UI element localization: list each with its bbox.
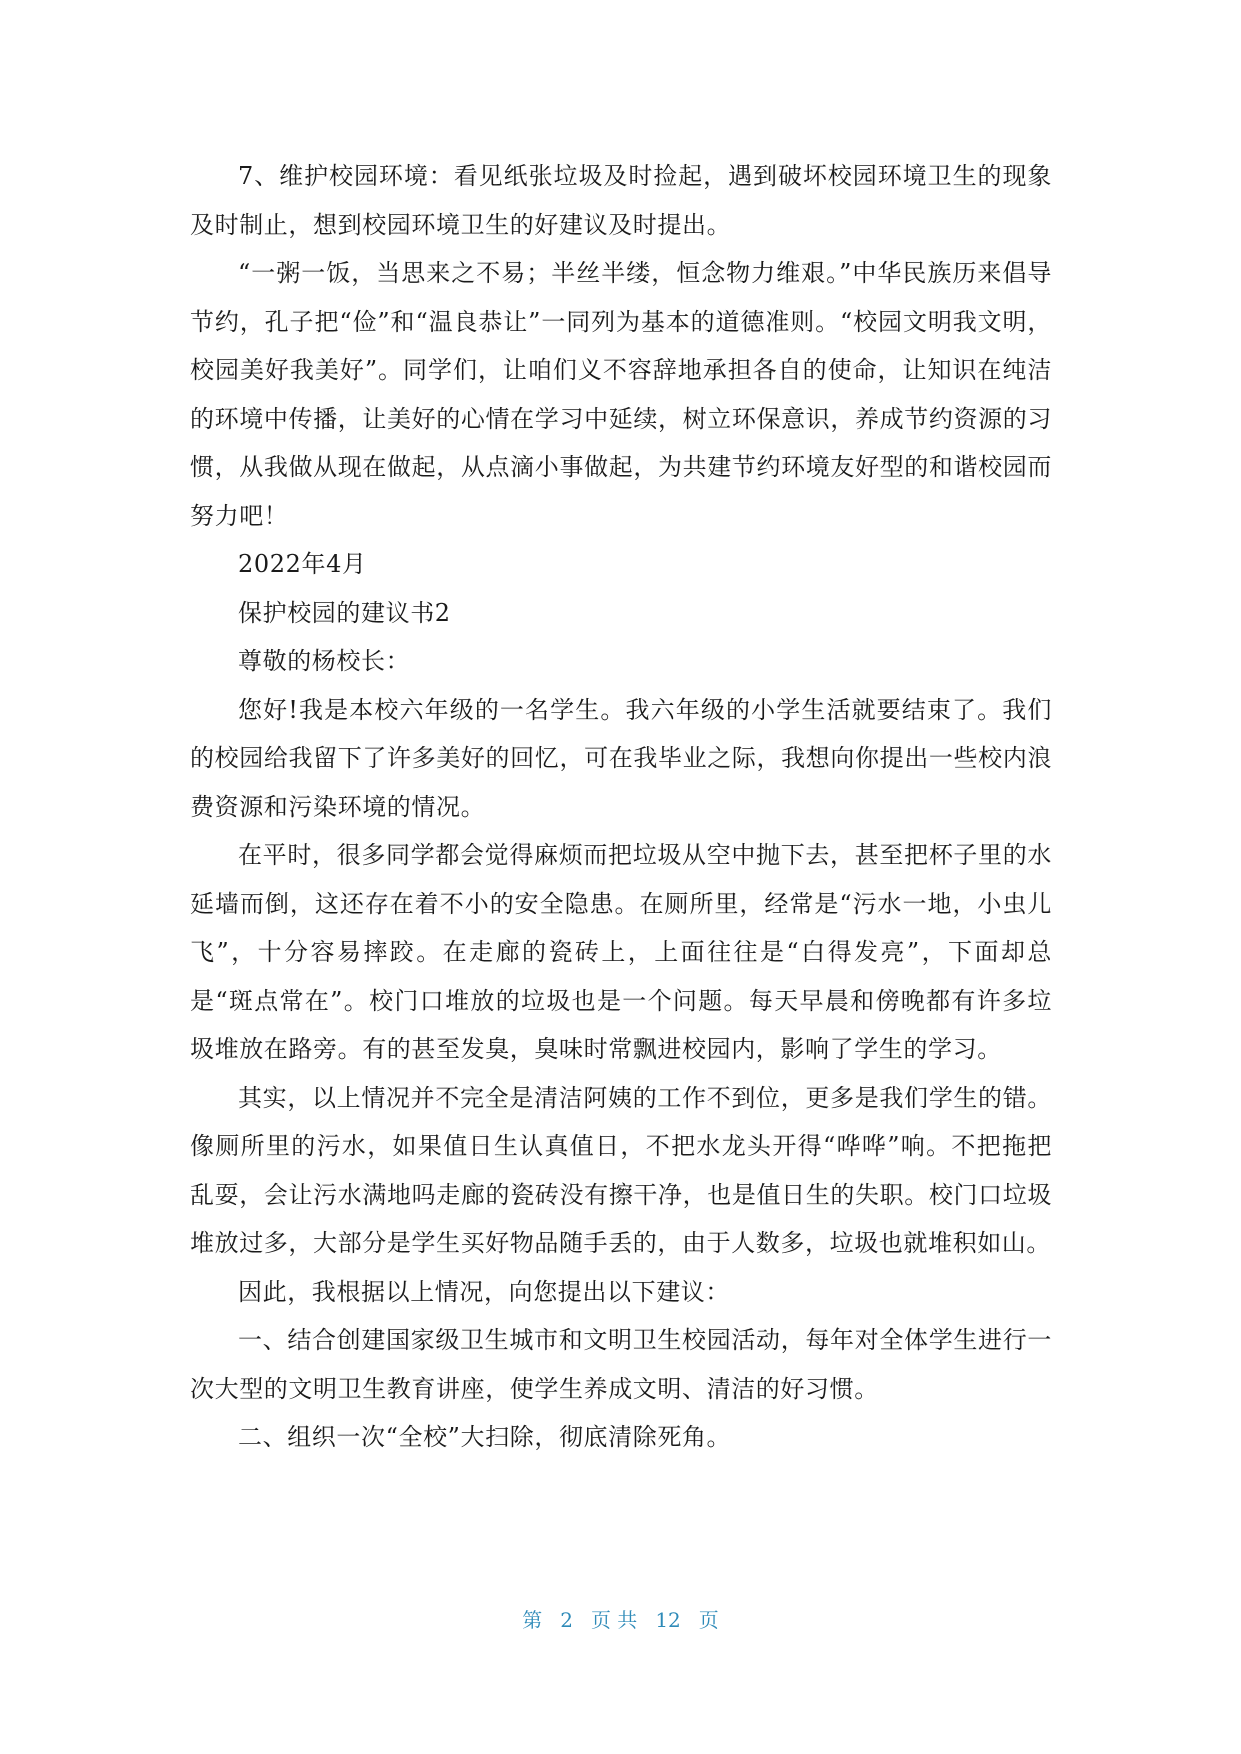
paragraph-item-7: 7、维护校园环境：看见纸张垃圾及时捡起，遇到破坏校园环境卫生的现象及时制止，想到校园环境卫生的好建议及时提出。 <box>190 162 1052 239</box>
paragraph-conclusion: “一粥一饭，当思来之不易；半丝半缕，恒念物力维艰。”中华民族历来倡导节约，孔子把“俭”和“温良恭让”一同列为基本的道德准则。“校园文明我文明，校园美好我美好”。同学们，让咱们义不容辞地承担各自的使命，让知识在纯洁的环境中传播，让美好的心情在学习中延续，树立环保意识，养成节约资源的习惯，从我做从现在做起，从点滴小事做起，为共建节约环境友好型的和谐校园而努力吧！ <box>190 259 1052 530</box>
salutation: 尊敬的杨校长： <box>238 647 411 675</box>
footer-suffix: 页 <box>698 1608 719 1632</box>
paragraph-causes: 其实，以上情况并不完全是清洁阿姨的工作不到位，更多是我们学生的错。像厕所里的污水，如果值日生认真值日，不把水龙头开得“哗哗”响。不把拖把乱耍，会让污水满地吗走廊的瓷砖没有擦干净，也是值日生的失职。校门口垃圾堆放过多，大部分是学生买好物品随手丢的，由于人数多，垃圾也就堆积如山。 <box>190 1083 1052 1257</box>
paragraph-problems: 在平时，很多同学都会觉得麻烦而把垃圾从空中抛下去，甚至把杯子里的水延墙而倒，这还存在着不小的安全隐患。在厕所里，经常是“污水一地，小虫儿飞”，十分容易摔跤。在走廊的瓷砖上，上面往往是“白得发亮”，下面却总是“斑点常在”。校门口堆放的垃圾也是一个问题。每天早晨和傍晚都有许多垃圾堆放在路旁。有的甚至发臭，臭味时常飘进校园内，影响了学生的学习。 <box>190 841 1052 1063</box>
footer-prefix: 第 <box>522 1608 543 1632</box>
footer-current-page: 2 <box>560 1608 573 1632</box>
footer-total-pages: 12 <box>655 1608 681 1632</box>
document-body <box>190 152 1052 1462</box>
paragraph-suggestion-2: 二、组织一次“全校”大扫除，彻底清除死角。 <box>238 1423 732 1451</box>
paragraph-greeting: 您好!我是本校六年级的一名学生。我六年级的小学生活就要结束了。我们的校园给我留下了许多美好的回忆，可在我毕业之际，我想向你提出一些校内浪费资源和污染环境的情况。 <box>190 695 1052 821</box>
footer-middle: 页 共 <box>590 1608 638 1632</box>
page-footer <box>0 1604 1241 1633</box>
paragraph-suggestion-intro: 因此，我根据以上情况，向您提出以下建议： <box>238 1277 730 1306</box>
paragraph-suggestion-1: 一、结合创建国家级卫生城市和文明卫生校园活动，每年对全体学生进行一次大型的文明卫生教育讲座，使学生养成文明、清洁的好习惯。 <box>190 1326 1052 1403</box>
date-line: 2022年4月 <box>238 550 367 578</box>
letter-title: 保护校园的建议书2 <box>238 598 451 627</box>
